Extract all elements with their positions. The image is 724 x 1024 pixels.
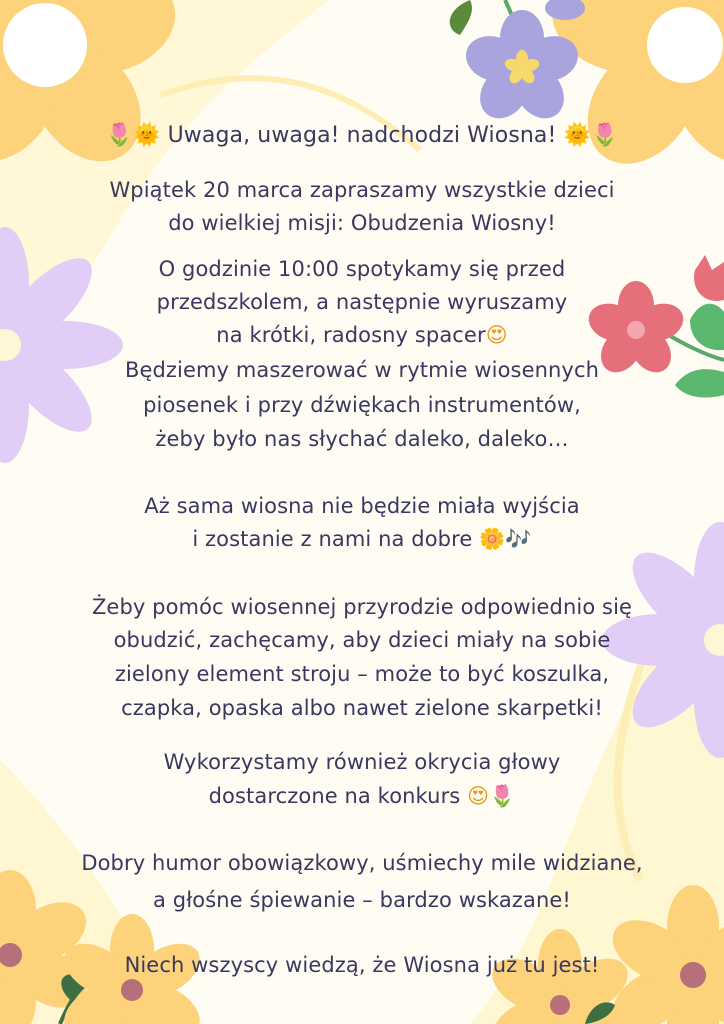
- text-line-with-emoji: [0, 524, 724, 554]
- text-line: na krótki, radosny spacer: [216, 323, 486, 347]
- sun-icon: 🌞: [132, 123, 161, 148]
- text-line: i zostanie z nami na dobre: [192, 527, 473, 551]
- heading-text: Uwaga, uwaga! nadchodzi Wiosna!: [167, 123, 557, 148]
- daisy-icon: 🌼: [479, 527, 506, 551]
- tulip-icon: 🌷: [105, 123, 133, 148]
- text-line: Wykorzystamy również okrycia głowy: [163, 750, 561, 774]
- tulip-icon: 🌷: [591, 123, 619, 148]
- text-line: żeby było nas słychać daleko, daleko…: [155, 427, 569, 451]
- heart-eyes-icon: 😍: [467, 784, 490, 808]
- text-line: do wielkiej misji: Obudzenia Wiosny!: [168, 211, 556, 235]
- sun-icon: 🌞: [563, 123, 592, 148]
- text-line-with-emoji: [0, 320, 724, 350]
- text-line: czapka, opaska albo nawet zielone skarpetki!: [121, 696, 603, 720]
- heart-eyes-icon: 😍: [485, 323, 508, 347]
- text-line: Wpiątek 20 marca zapraszamy wszystkie dzieci: [109, 178, 615, 202]
- tulip-icon: 🌷: [489, 784, 516, 808]
- text-line: Aż sama wiosna nie będzie miała wyjścia: [144, 494, 580, 518]
- text-line: Żeby pomóc wiosennej przyrodzie odpowiednio się: [91, 595, 633, 619]
- text-line: dostarczone na konkurs: [208, 784, 461, 808]
- music-notes-icon: 🎶: [505, 527, 532, 551]
- text-line: zielony element stroju – może to być koszulka,: [114, 662, 610, 686]
- closing-line: Niech wszyscy wiedzą, że Wiosna już tu jest!: [124, 953, 600, 977]
- text-line: Będziemy maszerować w rytmie wiosennych: [124, 358, 600, 382]
- text-line: piosenek i przy dźwiękach instrumentów,: [143, 393, 581, 417]
- text-line: obudzić, zachęcamy, aby dzieci miały na sobie: [113, 628, 611, 652]
- text-line: O godzinie 10:00 spotykamy się przed: [158, 257, 566, 281]
- text-line: Dobry humor obowiązkowy, uśmiechy mile widziane,: [81, 851, 643, 875]
- text-line: a głośne śpiewanie – bardzo wskazane!: [153, 888, 571, 912]
- text-line-with-emoji: [0, 781, 724, 811]
- text-line: przedszkolem, a następnie wyruszamy: [156, 290, 568, 314]
- heading: [0, 121, 724, 151]
